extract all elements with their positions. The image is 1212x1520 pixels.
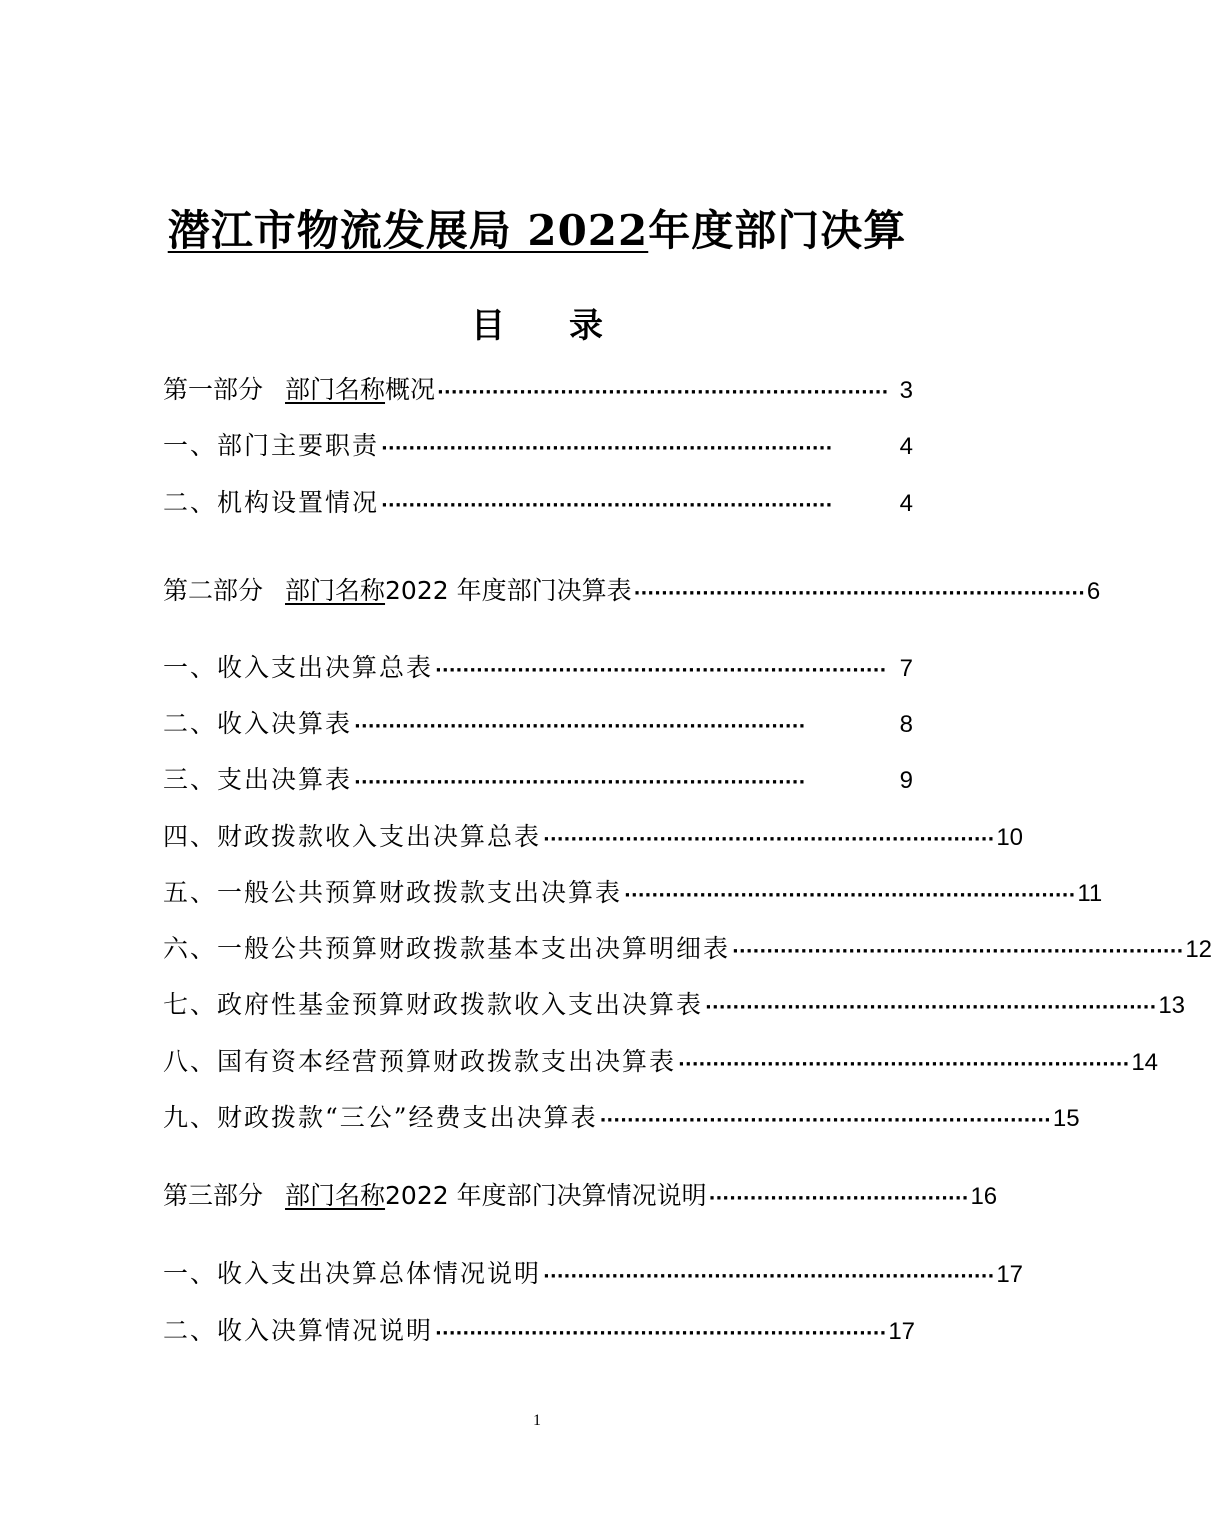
part-suffix: 概况 [385,375,436,404]
toc-item-label: 一、部门主要职责 [163,431,380,460]
toc-page-number: 6 [1086,578,1101,605]
toc-page-number: 17 [996,1261,1024,1288]
dot-leader: ·································································· [381,495,833,516]
toc-page-number: 8 [899,711,913,738]
toc-page-number: 14 [1131,1049,1159,1076]
toc-page-number: 12 [1185,936,1212,963]
dot-leader: ·································································· [437,382,889,403]
toc-item[interactable] [163,704,913,744]
dot-leader: ·································································· [624,885,1076,906]
dot-leader: ······································ [708,1188,969,1209]
toc-item-label: 六、一般公共预算财政拨款基本支出决算明细表 [163,934,731,963]
part-prefix: 第一部分 [163,375,264,404]
toc-item[interactable] [163,985,1186,1025]
toc-item[interactable] [163,1311,916,1351]
toc-item[interactable] [163,817,1024,857]
toc-item-label: 一、收入支出决算总体情况说明 [163,1259,542,1288]
toc-item[interactable] [163,929,1212,969]
dot-leader: ·································································· [732,941,1184,962]
dot-leader: ·································································· [543,829,995,850]
toc-item-label: 九、财政拨款“三公”经费支出决算表 [163,1103,598,1132]
part-suffix: 2022 年度部门决算表 [385,576,632,605]
toc-item-label: 一、收入支出决算总表 [163,653,434,682]
toc-item[interactable] [163,760,913,800]
toc-page-number: 4 [899,490,913,517]
dot-leader: ·································································· [599,1110,1051,1131]
toc-page-number: 11 [1077,880,1103,907]
toc-item[interactable] [163,1042,1159,1082]
toc-item[interactable] [163,873,1103,913]
toc-heading [0,298,1074,347]
dot-leader: ·································································· [543,1266,995,1287]
dot-leader: ·································································· [678,1054,1130,1075]
toc-item-label: 七、政府性基金预算财政拨款收入支出决算表 [163,990,704,1019]
dot-leader: ·································································· [435,1323,887,1344]
document-title-rest: 年度部门决算 [648,206,907,255]
toc-page-number: 3 [899,377,913,404]
toc-item-label: 二、收入决算表 [163,709,353,738]
toc-page-number: 10 [996,824,1024,851]
part-prefix: 第三部分 [163,1181,264,1210]
document-title-underlined: 潜江市物流发展局 2022 [167,206,649,255]
dot-leader: ·································································· [354,716,806,737]
toc-item-label: 二、收入决算情况说明 [163,1316,434,1345]
toc-item[interactable] [163,426,913,466]
toc-page-number: 7 [899,655,913,682]
part-prefix: 第二部分 [163,576,264,605]
toc-item[interactable] [163,1254,1024,1294]
dot-leader: ·································································· [354,772,806,793]
toc-item-label: 八、国有资本经营预算财政拨款支出决算表 [163,1047,677,1076]
toc-item-label: 二、机构设置情况 [163,488,380,517]
toc-page-number: 4 [899,433,913,460]
document-title [0,198,1074,258]
part-name: 部门名称 [285,375,386,404]
dot-leader: ·································································· [705,997,1157,1018]
toc-part-2[interactable] [163,571,1101,611]
toc-item-label: 三、支出决算表 [163,765,353,794]
part-name: 部门名称 [285,576,386,605]
toc-item-label: 五、一般公共预算财政拨款支出决算表 [163,878,623,907]
part-suffix: 2022 年度部门决算情况说明 [385,1181,707,1210]
part-name: 部门名称 [285,1181,386,1210]
toc-page-number: 9 [899,767,913,794]
toc-item[interactable] [163,1098,1080,1138]
toc-page-number: 16 [970,1183,998,1210]
toc-page-number: 15 [1052,1105,1080,1132]
footer-page-number: 1 [533,1412,541,1429]
toc-heading-right: 录 [569,306,603,346]
dot-leader: ·································································· [381,438,833,459]
toc-item[interactable] [163,648,913,688]
toc-item[interactable] [163,483,913,523]
toc-heading-left: 目 [471,306,505,346]
toc-page-number: 13 [1158,992,1186,1019]
dot-leader: ·································································· [633,583,1085,604]
toc-part-3[interactable] [163,1176,998,1216]
toc-item-label: 四、财政拨款收入支出决算总表 [163,822,542,851]
toc-page-number: 17 [888,1318,916,1345]
toc-part-1[interactable] [163,370,913,410]
dot-leader: ·································································· [435,660,887,681]
